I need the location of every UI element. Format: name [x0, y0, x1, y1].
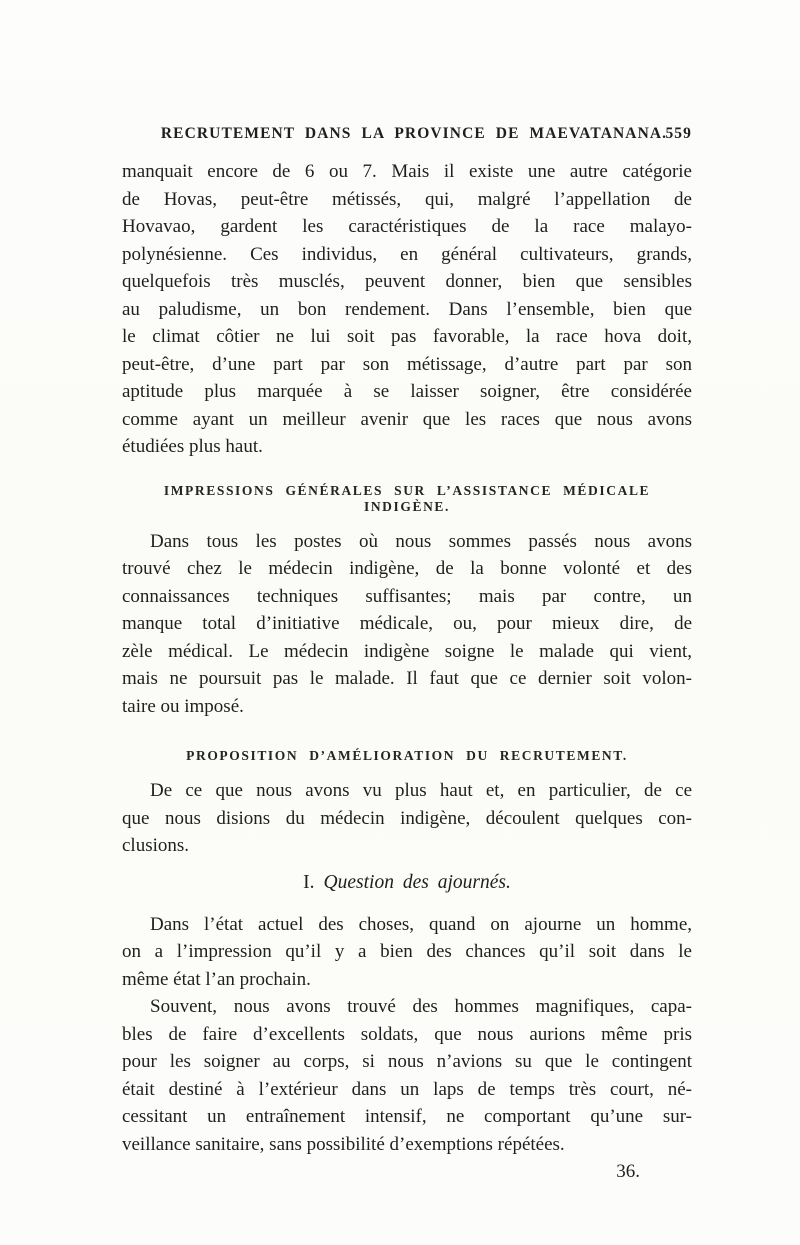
text-line: au paludisme, un bon rendement. Dans l’ensemble, bien que — [122, 298, 692, 320]
text-line: clusions. — [122, 835, 190, 856]
text-line: aptitude plus marquée à se laisser soigner, être considérée — [122, 381, 692, 402]
paragraph-hommes-magnifiques — [122, 993, 692, 1158]
text-line: étudiées plus haut. — [122, 436, 263, 457]
text-line: bles de faire d’excellents soldats, que nous aurions même pris — [122, 1023, 692, 1045]
text-line: connaissances techniques suffisantes; mais par contre, un — [122, 585, 692, 607]
text-line: De ce que nous avons vu plus haut et, en particulier, de ce — [150, 780, 692, 801]
paragraph-etat-actuel — [122, 911, 692, 994]
text-line: trouvé chez le médecin indigène, de la bonne volonté et des — [122, 558, 692, 579]
page-number: 559 — [665, 125, 692, 142]
text-line: polynésienne. Ces individus, en général cultivateurs, grands, — [122, 243, 692, 265]
text-line: taire ou imposé. — [122, 695, 244, 717]
signature-mark: 36. — [616, 1161, 640, 1182]
text-line: peut-être, d’une part par son métissage, d’autre part par son — [122, 353, 692, 375]
paragraph-conclusions — [122, 777, 692, 860]
text-line: Dans l’état actuel des choses, quand on ajourne un homme, — [150, 913, 692, 935]
section-heading-impressions: IMPRESSIONS GÉNÉRALES SUR L’ASSISTANCE MÉDICALE INDIGÈNE. — [163, 482, 651, 514]
text-line: comme ayant un meilleur avenir que les races que nous avons — [122, 408, 692, 430]
text-block — [122, 125, 692, 1186]
subsection-numeral: I. — [303, 871, 315, 893]
text-line: même état l’an prochain. — [122, 968, 311, 990]
section-heading-proposition: PROPOSITION D’AMÉLIORATION DU RECRUTEMENT. — [186, 748, 628, 763]
running-title: RECRUTEMENT DANS LA PROVINCE DE MAEVATANANA. — [160, 125, 668, 142]
text-line: que nous disions du médecin indigène, découlent quelques con- — [122, 807, 692, 829]
text-line: Dans tous les postes où nous sommes passés nous avons — [150, 530, 692, 552]
paragraph-hova-category — [122, 158, 692, 461]
text-line: était destiné à l’extérieur dans un laps de temps très court, né- — [122, 1078, 692, 1100]
text-line: cessitant un entraînement intensif, ne comportant qu’une sur- — [122, 1106, 692, 1127]
text-line: on a l’impression qu’il y a bien des chances qu’il soit dans le — [122, 941, 692, 962]
text-line: manque total d’initiative médicale, ou, pour mieux dire, de — [122, 613, 692, 634]
paragraph-medecin-indigene — [122, 528, 692, 721]
subsection-title: Question des ajournés. — [323, 871, 511, 893]
running-header — [122, 125, 692, 145]
text-line: le climat côtier ne lui soit pas favorable, la race hova doit, — [122, 326, 692, 347]
text-line: quelquefois très musclés, peuvent donner, bien que sensibles — [122, 271, 692, 292]
text-line: de Hovas, peut-être métissés, qui, malgré l’appellation de — [122, 188, 692, 210]
text-line: pour les soigner au corps, si nous n’avions su que le contingent — [122, 1051, 692, 1072]
text-line: mais ne poursuit pas le malade. Il faut que ce dernier soit volon- — [122, 668, 692, 689]
text-line: Souvent, nous avons trouvé des hommes magnifiques, capa- — [150, 996, 692, 1017]
text-line: zèle médical. Le médecin indigène soigne le malade qui vient, — [122, 640, 692, 662]
text-line: veillance sanitaire, sans possibilité d’exemptions répétées. — [122, 1133, 565, 1155]
text-line: manquait encore de 6 ou 7. Mais il existe une autre catégorie — [122, 161, 692, 182]
subsection-heading-ajournes — [122, 870, 692, 896]
text-line: Hovavao, gardent les caractéristiques de la race malayo- — [122, 216, 692, 237]
